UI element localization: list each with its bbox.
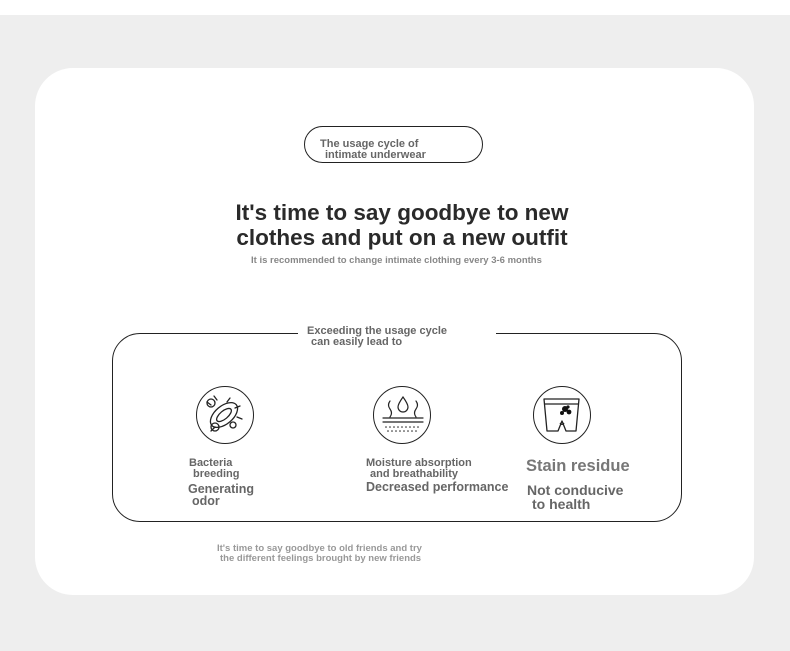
- panel-label-line-1: Exceeding the usage cycle: [307, 325, 448, 337]
- moisture-line-1: Moisture absorption: [366, 457, 472, 469]
- footer-note: [217, 544, 577, 564]
- moisture-icon: [373, 386, 431, 444]
- bacteria-caption: [189, 458, 239, 480]
- title-line-1: It's time to say goodbye to new: [235, 200, 569, 225]
- stain-line-1: Stain residue: [526, 457, 630, 475]
- bacteria-line-3: Generating: [188, 482, 254, 496]
- panel-label-line-2: can easily lead to: [311, 336, 403, 348]
- bacteria-line-1: Bacteria: [189, 457, 233, 469]
- page-title: [182, 200, 622, 250]
- bacteria-icon: [196, 386, 254, 444]
- footer-line-2: the different feelings brought by new friends: [220, 553, 422, 564]
- stain-line-2: Not conducive: [527, 482, 624, 498]
- footer-line-1: It's time to say goodbye to old friends and try: [217, 543, 422, 554]
- panel-label: [307, 326, 447, 348]
- health-caption: [527, 483, 623, 511]
- moisture-caption: [366, 458, 472, 480]
- stain-caption: [526, 458, 630, 475]
- bacteria-line-4: odor: [192, 494, 220, 508]
- stain-line-3: to health: [532, 496, 591, 512]
- odor-caption: [188, 483, 254, 507]
- bacteria-line-2: breeding: [193, 468, 240, 480]
- pill-line-2: intimate underwear: [325, 149, 426, 161]
- usage-cycle-pill-text: [320, 139, 470, 161]
- performance-caption: [366, 481, 508, 493]
- moisture-line-2: and breathability: [370, 468, 459, 480]
- underwear-stain-icon: [533, 386, 591, 444]
- title-line-2: clothes and put on a new outfit: [236, 225, 568, 250]
- page-subtitle: It is recommended to change intimate clothing every 3-6 months: [251, 255, 542, 266]
- moisture-line-3: Decreased performance: [366, 480, 509, 494]
- pill-line-1: The usage cycle of: [320, 138, 419, 150]
